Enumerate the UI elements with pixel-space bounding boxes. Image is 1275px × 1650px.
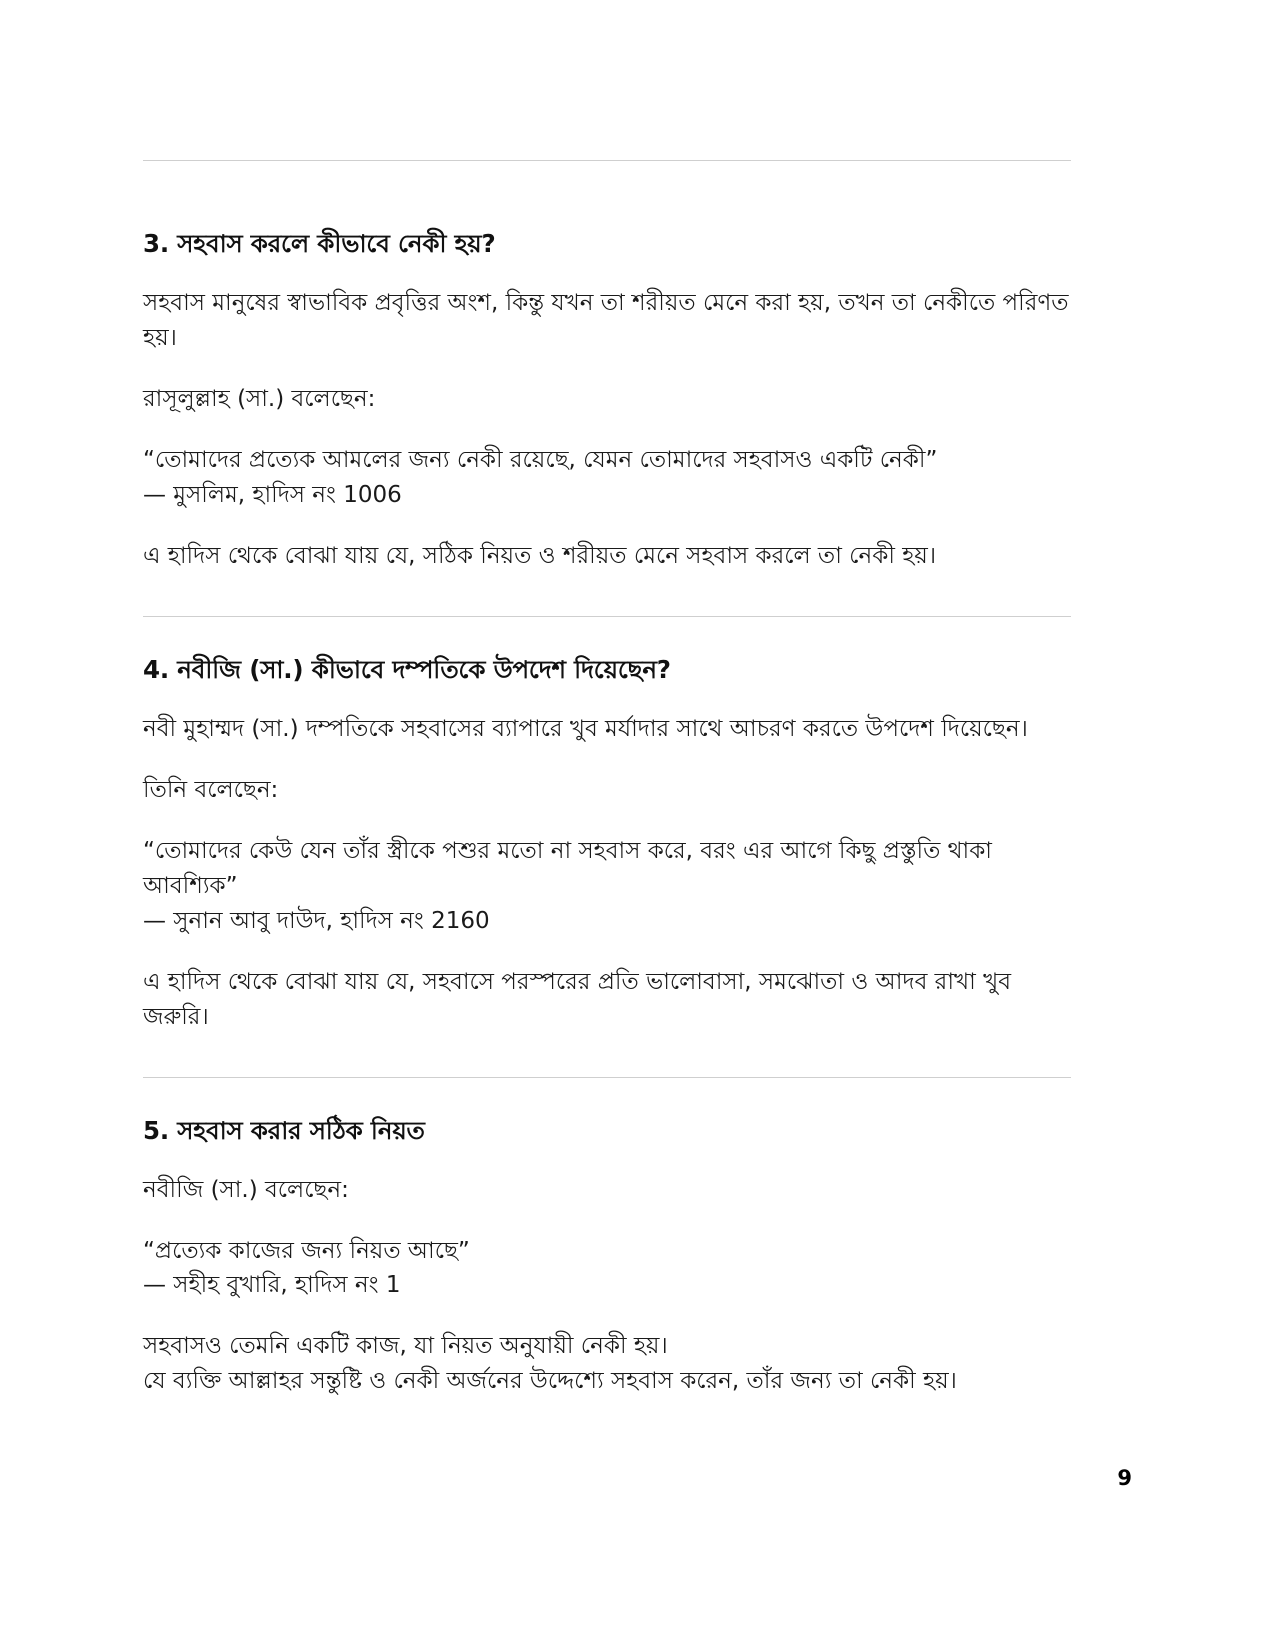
- spacer: [143, 260, 1071, 286]
- section-4-quote-text: “তোমাদের কেউ যেন তাঁর স্ত্রীকে পশুর মতো না সহবাস করে, বরং এর আগে কিছু প্রস্তুতি থাকা আবশ্যিক”: [143, 837, 992, 899]
- section-5-attribution: নবীজি (সা.) বলেছেন:: [143, 1176, 349, 1203]
- spacer: [143, 417, 1071, 443]
- spacer: [143, 1147, 1071, 1173]
- section-3-quote-text: “তোমাদের প্রত্যেক আমলের জন্য নেকী রয়েছে, যেমন তোমাদের সহবাসও একটি নেকী”: [143, 446, 938, 473]
- section-5-closing-line-1: সহবাসও তেমনি একটি কাজ, যা নিয়ত অনুযায়ী নেকী হয়।: [143, 1333, 668, 1360]
- section-3-intro-paragraph: সহবাস মানুষের স্বাভাবিক প্রবৃত্তির অংশ, কিন্তু যখন তা শরীয়ত মেনে করা হয়, তখন তা নেকীতে পরিণত হয়।: [143, 290, 1069, 352]
- spacer: [143, 197, 1071, 227]
- spacer: [143, 1208, 1071, 1234]
- spacer: [143, 1035, 1071, 1077]
- page-content: [143, 160, 1071, 1399]
- section-5-closing-line-2: যে ব্যক্তি আল্লাহর সন্তুষ্টি ও নেকী অর্জনের উদ্দেশ্যে সহবাস করেন, তাঁর জন্য তা নেকী হয়।: [143, 1368, 957, 1395]
- section-4-quote-source: — সুনান আবু দাউদ, হাদিস নং 2160: [143, 907, 490, 934]
- section-3-heading: 3. সহবাস করলে কীভাবে নেকী হয়?: [143, 229, 496, 258]
- section-3-quote-source: — মুসলিম, হাদিস নং 1006: [143, 481, 402, 508]
- section-5-quote-text: “প্রত্যেক কাজের জন্য নিয়ত আছে”: [143, 1237, 470, 1264]
- section-4-hadith-quote: [143, 834, 1071, 939]
- section-3-conclusion: এ হাদিস থেকে বোঝা যায় যে, সঠিক নিয়ত ও শরীয়ত মেনে সহবাস করলে তা নেকী হয়।: [143, 542, 937, 569]
- section-3-hadith-quote: [143, 443, 1071, 513]
- spacer: [143, 617, 1071, 653]
- section-5: [143, 1114, 1071, 1400]
- section-5-hadith-quote: [143, 1234, 1071, 1304]
- section-3: [143, 227, 1071, 574]
- spacer: [143, 513, 1071, 539]
- section-4-intro-paragraph: নবী মুহাম্মদ (সা.) দম্পতিকে সহবাসের ব্যাপারে খুব মর্যাদার সাথে আচরণ করতে উপদেশ দিয়েছেন।: [143, 715, 1028, 742]
- spacer: [143, 1303, 1071, 1329]
- section-4-conclusion: এ হাদিস থেকে বোঝা যায় যে, সহবাসে পরস্পরের প্রতি ভালোবাসা, সমঝোতা ও আদব রাখা খুব জরুরি।: [143, 968, 1011, 1030]
- spacer: [143, 574, 1071, 616]
- page-number: 9: [1117, 1466, 1132, 1490]
- spacer: [143, 686, 1071, 712]
- spacer: [143, 161, 1071, 197]
- spacer: [143, 747, 1071, 773]
- section-5-quote-source: — সহীহ বুখারি, হাদিস নং 1: [143, 1272, 401, 1299]
- spacer: [143, 356, 1071, 382]
- section-4-heading: 4. নবীজি (সা.) কীভাবে দম্পতিকে উপদেশ দিয়েছেন?: [143, 654, 671, 684]
- spacer: [143, 939, 1071, 965]
- section-5-heading: 5. সহবাস করার সঠিক নিয়ত: [143, 1115, 425, 1145]
- section-4-attribution: তিনি বলেছেন:: [143, 776, 279, 803]
- section-3-attribution: রাসূলুল্লাহ (সা.) বলেছেন:: [143, 385, 376, 412]
- spacer: [143, 1078, 1071, 1114]
- spacer: [143, 808, 1071, 834]
- section-4: [143, 653, 1071, 1035]
